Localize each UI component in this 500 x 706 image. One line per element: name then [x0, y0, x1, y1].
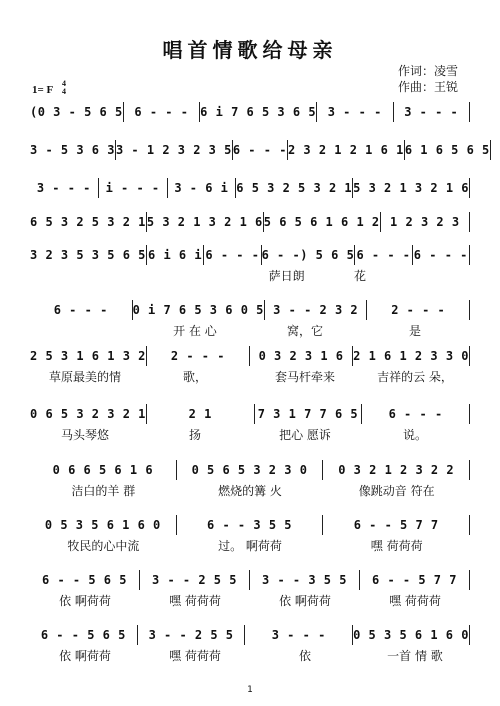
measure — [366, 300, 470, 320]
measure-notes: 2 3 2 1 2 1 6 1 — [287, 143, 404, 157]
lyric-segment: 洁白的羊 群 — [71, 484, 136, 498]
lyric-segment — [382, 124, 470, 140]
measure-notes: 3 - - 2 3 2 — [273, 303, 359, 317]
lyric-segment: 开 在 心 — [173, 324, 217, 338]
lyrics-row — [30, 124, 470, 140]
credits — [398, 63, 458, 95]
measure — [30, 178, 98, 198]
measure — [176, 515, 323, 535]
key-signature: 1= F — [32, 84, 54, 96]
measure — [361, 404, 470, 424]
lyric-segment — [206, 162, 294, 178]
lyric-segment: 马头琴悠 — [60, 428, 109, 442]
measure — [249, 570, 359, 590]
measure-notes: 6 - - 5 7 7 — [353, 518, 439, 532]
measure — [176, 460, 323, 480]
notes-row — [30, 245, 470, 265]
lyric-segment — [30, 162, 118, 178]
score-line — [30, 245, 470, 285]
score-line — [30, 404, 470, 444]
lyric-segment: 扬 — [188, 428, 201, 442]
score-line — [30, 460, 470, 500]
lyric-segment: 嘿 荷荷荷 — [389, 594, 441, 608]
notes-row — [30, 102, 470, 122]
measure — [203, 245, 260, 265]
measure-notes: 7 3 1 7 7 6 5 — [257, 407, 359, 421]
lyric-segment — [177, 267, 250, 283]
measure — [249, 346, 352, 366]
lyrics-row — [30, 162, 470, 178]
measure-notes: 5 6 5 6 1 6 1 2 — [263, 215, 380, 229]
measure-notes: 2 - - - — [170, 349, 225, 363]
measure-notes: 5 3 2 1 3 2 1 6 — [353, 181, 469, 195]
lyric-segment — [294, 162, 382, 178]
lyric-segment: 花 — [353, 269, 366, 283]
measure — [30, 300, 132, 320]
measure — [146, 245, 203, 265]
measure-notes: 0 5 3 5 6 1 6 0 — [353, 628, 469, 642]
measure-notes: 6 5 3 2 5 3 2 1 — [30, 215, 146, 229]
notes-row — [30, 300, 470, 320]
score-line — [30, 570, 470, 610]
measure-notes: 3 - - 2 5 5 — [152, 573, 237, 587]
notes-row — [30, 515, 470, 535]
lyric-segment — [103, 267, 176, 283]
lyric-segment — [118, 162, 206, 178]
score-line — [30, 346, 470, 386]
measure — [316, 102, 392, 122]
lyric-segment: 依 — [298, 649, 311, 663]
score-line — [30, 102, 470, 142]
measure-notes: 3 - - 2 5 5 — [148, 628, 234, 642]
time-signature — [62, 80, 66, 96]
measure-notes: 6 - - 5 6 5 — [42, 573, 127, 587]
measure-notes: 6 - - - — [356, 248, 411, 262]
lyric-segment: 依 啊荷荷 — [59, 649, 111, 663]
lyric-segment — [30, 124, 118, 140]
measure-notes: 6 - - - — [205, 248, 260, 262]
measure — [146, 212, 263, 232]
measure — [235, 178, 352, 198]
notes-row — [30, 625, 470, 645]
measure — [232, 140, 287, 160]
measure-notes: 0 5 6 5 3 2 3 0 — [191, 463, 308, 477]
lyrics-row — [30, 592, 470, 608]
measure-notes: 0 i 7 6 5 3 6 0 5 — [132, 303, 264, 317]
measure — [30, 570, 139, 590]
lyric-segment: 是 — [408, 324, 421, 338]
measure-notes: i - - - — [105, 181, 160, 195]
page-number: 1 — [247, 685, 253, 695]
measure — [30, 625, 137, 645]
measure — [393, 102, 470, 122]
lyricist-credit: 作词：凌雪 — [398, 64, 459, 78]
measure-notes: 2 - - - — [391, 303, 446, 317]
lyric-segment: 过。 啊荷荷 — [218, 539, 282, 553]
lyric-segment — [382, 162, 470, 178]
measure — [30, 102, 123, 122]
measure-notes: 6 - - - — [53, 303, 108, 317]
measure-notes: (0 3 - 5 6 5 — [30, 105, 123, 119]
measure — [123, 102, 199, 122]
measure-notes: 2 5 3 1 6 1 3 2 — [30, 349, 146, 363]
lyric-segment: 套马杆牵来 — [274, 370, 335, 384]
measure — [261, 245, 355, 265]
lyric-segment: 燃烧的篝 火 — [218, 484, 282, 498]
measure — [352, 346, 470, 366]
measure-notes: 6 - - 5 7 7 — [372, 573, 457, 587]
lyric-segment: 说。 — [402, 428, 427, 442]
lyrics-row — [30, 368, 470, 384]
notes-row — [30, 404, 470, 424]
measure-notes: 0 6 6 5 6 1 6 — [52, 463, 154, 477]
measure — [380, 212, 470, 232]
measure — [263, 212, 380, 232]
lyric-segment — [118, 124, 206, 140]
lyric-segment: 一首 情 歌 — [387, 649, 443, 663]
measure — [30, 515, 176, 535]
measure — [98, 178, 167, 198]
measure-notes: 6 1 6 5 6 5 — [404, 143, 490, 157]
lyrics-row — [30, 322, 470, 338]
measure-notes: 0 3 2 1 2 3 2 2 — [338, 463, 455, 477]
time-signature-bottom: 4 — [62, 87, 66, 96]
lyrics-row — [30, 647, 470, 663]
measure-notes: 0 3 2 3 1 6 — [258, 349, 344, 363]
measure — [167, 178, 236, 198]
measure — [30, 404, 146, 424]
score-line — [30, 140, 490, 180]
measure — [412, 245, 470, 265]
measure — [199, 102, 316, 122]
measure — [115, 140, 232, 160]
measure-notes: 6 5 3 2 5 3 2 1 — [236, 181, 353, 195]
measure — [354, 245, 411, 265]
measure-notes: 6 i 6 i — [148, 248, 203, 262]
measure-notes: 6 - - - — [413, 248, 468, 262]
measure-notes: 1 2 3 2 3 — [390, 215, 460, 229]
measure — [359, 570, 470, 590]
lyrics-row — [30, 426, 470, 442]
measure-notes: 3 - - 3 5 5 — [262, 573, 347, 587]
lyric-segment: 萨日朗 — [268, 269, 305, 283]
lyric-segment — [206, 124, 294, 140]
measure — [146, 404, 254, 424]
measure-notes: 6 - - - — [134, 105, 189, 119]
measure — [30, 460, 176, 480]
lyric-segment: 歌， — [182, 370, 207, 384]
measure-notes: 3 - 5 3 6 3 — [30, 143, 115, 157]
lyric-segment: 依 啊荷荷 — [59, 594, 111, 608]
notes-row — [30, 346, 470, 366]
measure-notes: 6 - -) 5 6 5 — [261, 248, 355, 262]
score-line — [30, 300, 470, 340]
measure — [404, 140, 491, 160]
measure — [352, 178, 470, 198]
lyric-segment: 把心 愿诉 — [279, 428, 331, 442]
measure-notes: 3 - - - — [404, 105, 459, 119]
measure — [30, 346, 146, 366]
measure-notes: 6 - - 3 5 5 — [207, 518, 292, 532]
lyrics-row — [30, 482, 470, 498]
lyric-segment: 窝，它 — [286, 324, 323, 338]
measure-notes: 6 - - 5 6 5 — [40, 628, 126, 642]
measure-notes: 0 6 5 3 2 3 2 1 — [30, 407, 146, 421]
notes-row — [30, 460, 470, 480]
measure-notes: 3 - - - — [327, 105, 382, 119]
measure-notes: 3 - 6 i — [174, 181, 229, 195]
measure — [132, 300, 264, 320]
measure-notes: 0 5 3 5 6 1 6 0 — [44, 518, 161, 532]
measure — [139, 570, 249, 590]
measure-notes: 3 - 1 2 3 2 3 5 — [115, 143, 232, 157]
measure-notes: 6 - - - — [388, 407, 443, 421]
measure — [30, 245, 146, 265]
lyric-segment: 牧民的心中流 — [67, 539, 140, 553]
lyric-segment: 像跳动音 符在 — [358, 484, 435, 498]
measure-notes: 3 2 3 5 3 5 6 5 — [30, 248, 146, 262]
lyric-segment — [397, 267, 470, 283]
measure — [352, 625, 470, 645]
song-title: 唱首情歌给母亲 — [162, 38, 338, 62]
lyrics-row — [30, 267, 470, 283]
lyric-segment — [30, 322, 140, 338]
composer-credit: 作曲：王锐 — [398, 80, 459, 94]
notes-row — [30, 570, 470, 590]
measure — [264, 300, 367, 320]
measure — [244, 625, 352, 645]
lyric-segment — [30, 267, 103, 283]
time-signature-top: 4 — [62, 79, 66, 88]
measure-notes: 5 3 2 1 3 2 1 6 — [146, 215, 263, 229]
lyric-segment: 嘿 荷荷荷 — [169, 594, 221, 608]
measure — [322, 515, 470, 535]
measure-notes: 6 i 7 6 5 3 6 5 — [200, 105, 317, 119]
notes-row — [30, 140, 490, 160]
measure-notes: 3 - - - — [271, 628, 326, 642]
measure — [287, 140, 404, 160]
measure — [30, 212, 146, 232]
measure-notes: 6 - - - — [232, 143, 287, 157]
measure-notes: 2 1 6 1 2 3 3 0 — [353, 349, 469, 363]
notes-row — [30, 212, 470, 232]
lyric-segment: 草原最美的情 — [48, 370, 121, 384]
lyric-segment: 吉祥的云 朵， — [377, 370, 453, 384]
lyric-segment: 依 啊荷荷 — [279, 594, 331, 608]
measure — [146, 346, 249, 366]
lyric-segment: 嘿 荷荷荷 — [370, 539, 423, 553]
score-line — [30, 515, 470, 555]
measure-notes: 3 - - - — [36, 181, 91, 195]
measure — [322, 460, 470, 480]
lyric-segment — [294, 124, 382, 140]
lyric-segment: 嘿 荷荷荷 — [169, 649, 221, 663]
measure — [137, 625, 245, 645]
measure — [30, 140, 115, 160]
score-line — [30, 625, 470, 665]
notes-row — [30, 178, 470, 198]
measure — [254, 404, 362, 424]
lyrics-row — [30, 537, 470, 553]
measure-notes: 2 1 — [188, 407, 212, 421]
